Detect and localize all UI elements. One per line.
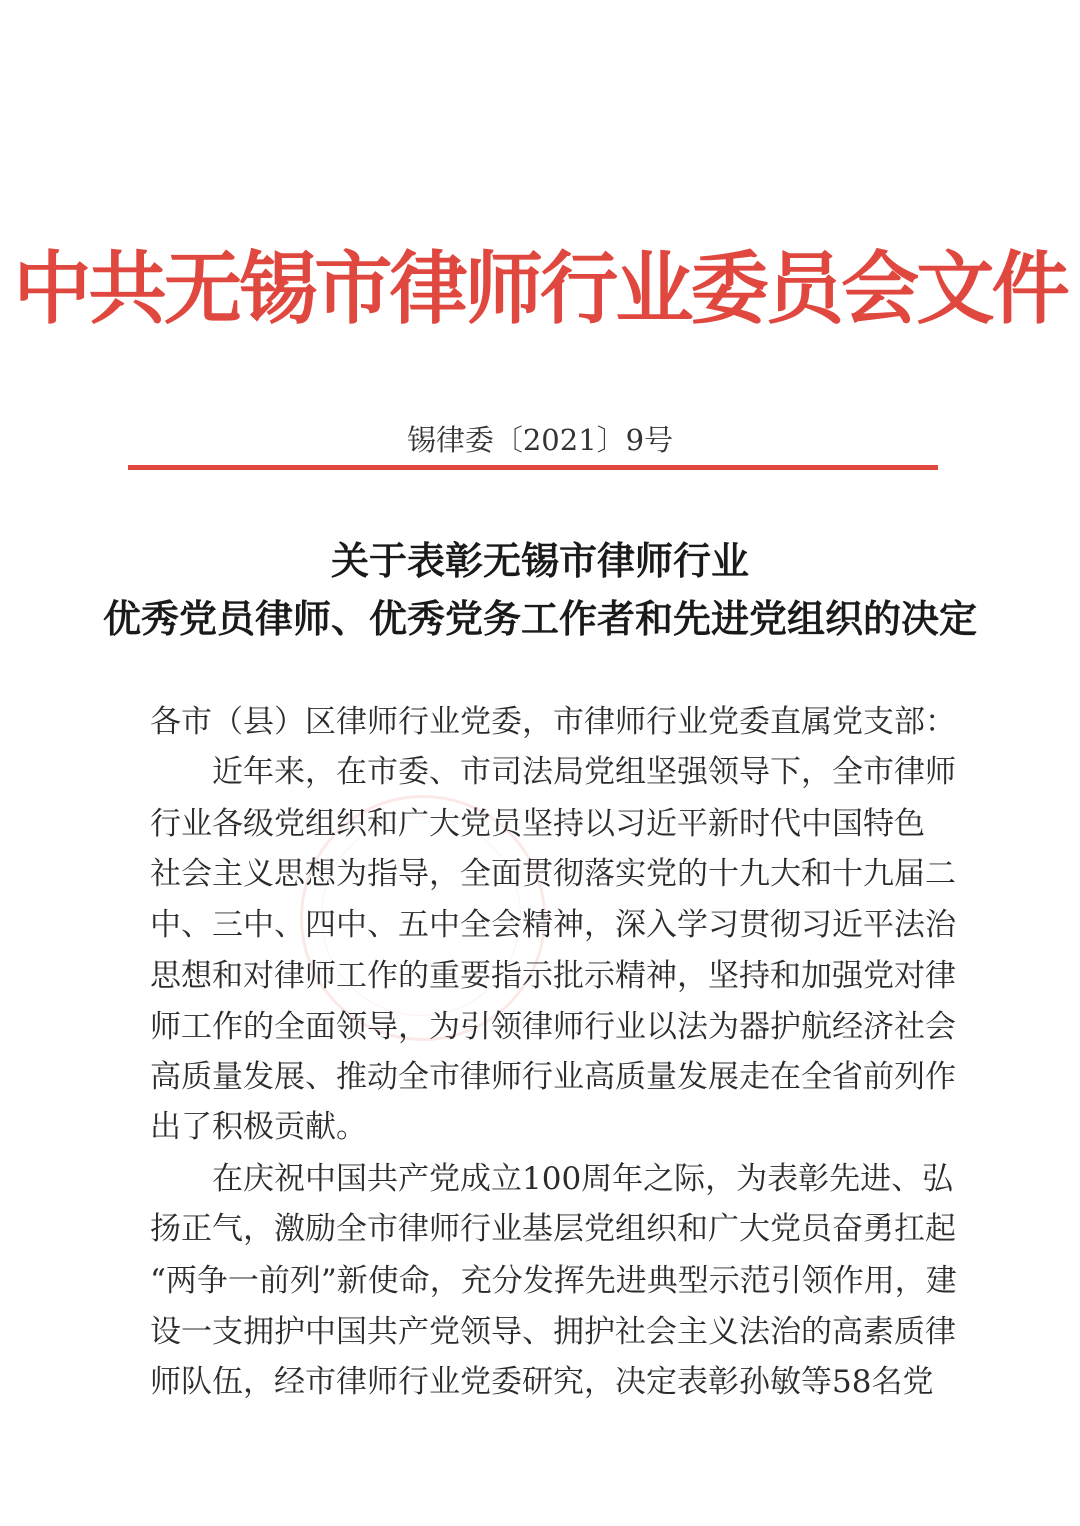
paragraph-1-line: 高质量发展、推动全市律师行业高质量发展走在全省前列作 [150, 1059, 956, 1095]
paragraph-1-line: 中、三中、四中、五中全会精神，深入学习贯彻习近平法治 [150, 907, 956, 943]
paragraph-1-line: 近年来，在市委、市司法局党组坚强领导下，全市律师 [212, 754, 956, 790]
paragraph-2-line: 师队伍，经市律师行业党委研究，决定表彰孙敏等58名党 [150, 1364, 934, 1400]
red-divider-line [128, 465, 938, 470]
paragraph-1-line: 思想和对律师工作的重要指示批示精神，坚持和加强党对律 [150, 958, 956, 994]
salutation: 各市（县）区律师行业党委，市律师行业党委直属党支部： [150, 704, 956, 740]
paragraph-1-line: 师工作的全面领导，为引领律师行业以法为器护航经济社会 [150, 1009, 956, 1045]
document-title-line-2: 优秀党员律师、优秀党务工作者和先进党组织的决定 [102, 596, 977, 641]
paragraph-1-line: 出了积极贡献。 [150, 1109, 367, 1145]
paragraph-2-line: 扬正气，激励全市律师行业基层党组织和广大党员奋勇扛起 [150, 1211, 956, 1247]
paragraph-1-line: 社会主义思想为指导，全面贯彻落实党的十九大和十九届二 [150, 856, 956, 892]
paragraph-2-line: 设一支拥护中国共产党领导、拥护社会主义法治的高素质律 [150, 1314, 956, 1350]
document-number: 锡律委〔2021〕9号 [406, 423, 674, 457]
paragraph-1-line: 行业各级党组织和广大党员坚持以习近平新时代中国特色 [150, 806, 925, 842]
document-title-line-1: 关于表彰无锡市律师行业 [330, 538, 749, 583]
paragraph-2-line: 在庆祝中国共产党成立100周年之际，为表彰先进、弘 [212, 1161, 954, 1197]
red-header-title: 中共无锡市律师行业委员会文件 [13, 243, 1067, 335]
paragraph-2-line: “两争一前列”新使命，充分发挥先进典型示范引领作用，建 [150, 1263, 957, 1299]
